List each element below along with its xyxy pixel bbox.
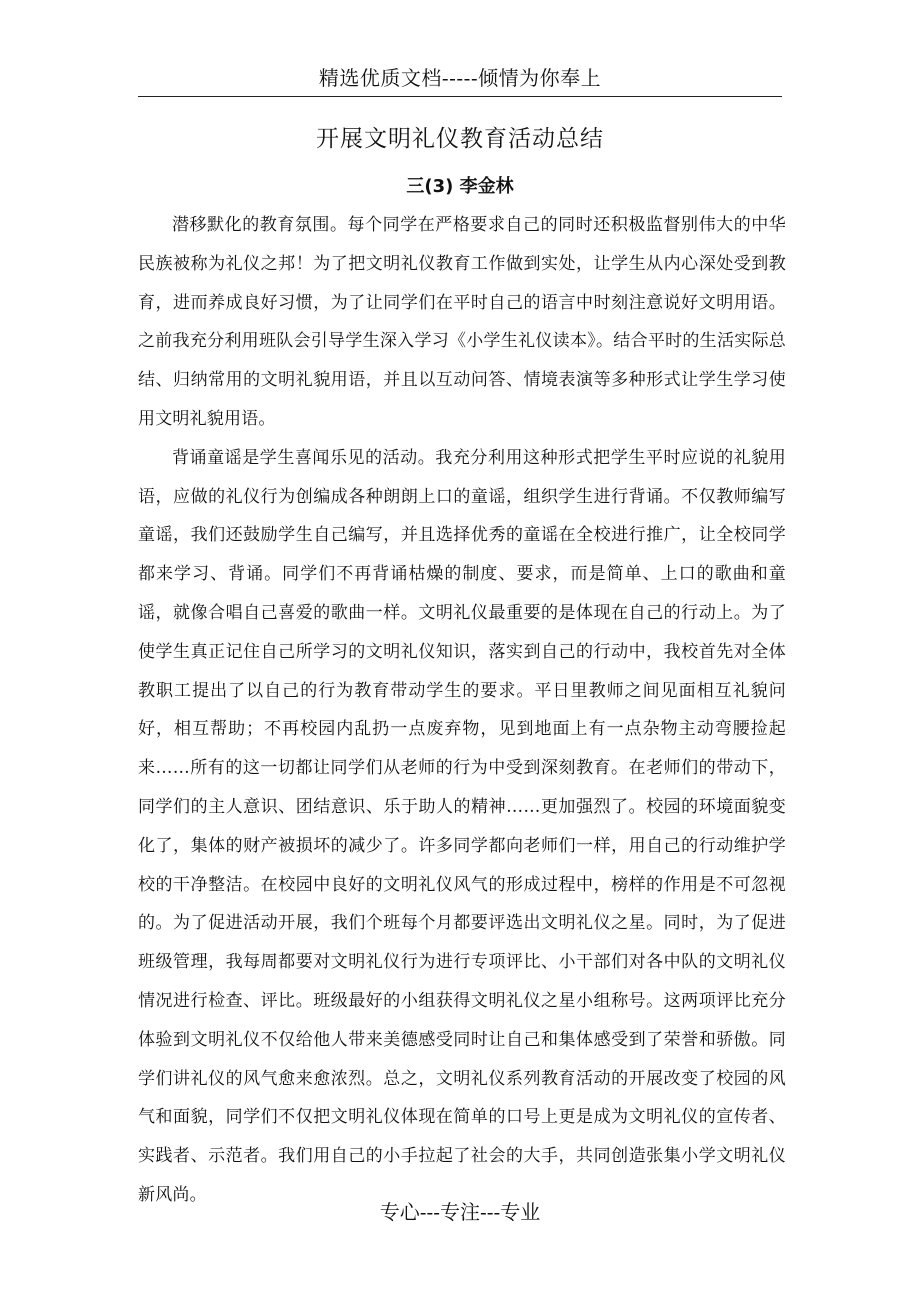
document-title: 开展文明礼仪教育活动总结	[316, 126, 604, 152]
document-subtitle: 三(3) 李金林	[406, 176, 514, 197]
header-divider	[138, 96, 782, 97]
body-paragraph-1: 潜移默化的教育氛围。每个同学在严格要求自己的同时还积极监督别伟大的中华民族被称为礼仪之邦！为了把文明礼仪教育工作做到实处，让学生从内心深处受到教育，进而养成良好习惯，为了让同学们在平时自己的语言中时刻注意说好文明用语。之前我充分利用班队会引导学生深入学习《小学生礼仪读本》。结合平时的生活实际总结、归纳常用的文明礼貌用语，并且以互动问答、情境表演等多种形式让学生学习使用文明礼貌用语。	[138, 215, 786, 429]
page-footer: 专心---专注---专业	[379, 1200, 541, 1224]
body-paragraph-2: 背诵童谣是学生喜闻乐见的活动。我充分利用这种形式把学生平时应说的礼貌用语，应做的礼仪行为创编成各种朗朗上口的童谣，组织学生进行背诵。不仅教师编写童谣，我们还鼓励学生自己编写，并且选择优秀的童谣在全校进行推广，让全校同学都来学习、背诵。同学们不再背诵枯燥的制度、要求，而是简单、上口的歌曲和童谣，就像合唱自己喜爱的歌曲一样。文明礼仪最重要的是体现在自己的行动上。为了使学生真正记住自己所学习的文明礼仪知识，落实到自己的行动中，我校首先对全体教职工提出了以自己的行为教育带动学生的要求。平日里教师之间见面相互礼貌问好，相互帮助；不再校园内乱扔一点废弃物，见到地面上有一点杂物主动弯腰捡起来……所有的这一切都让同学们从老师的行为中受到深刻教育。在老师们的带动下，同学们的主人意识、团结意识、乐于助人的精神……更加强烈了。校园的环境面貌变化了，集体的财产被损坏的减少了。许多同学都向老师们一样，用自己的行动维护学校的干净整洁。在校园中良好的文明礼仪风气的形成过程中，榜样的作用是不可忽视的。为了促进活动开展，我们个班每个月都要评选出文明礼仪之星。同时，为了促进班级管理，我每周都要对文明礼仪行为进行专项评比、小干部们对各中队的文明礼仪情况进行检查、评比。班级最好的小组获得文明礼仪之星小组称号。这两项评比充分体验到文明礼仪不仅给他人带来美德感受同时让自己和集体感受到了荣誉和骄傲。同学们讲礼仪的风气愈来愈浓烈。总之，文明礼仪系列教育活动的开展改变了校园的风气和面貌，同学们不仅把文明礼仪体现在简单的口号上更是成为文明礼仪的宣传者、实践者、示范者。我们用自己的小手拉起了社会的大手，共同创造张集小学文明礼仪新风尚。	[138, 447, 786, 1205]
document-body	[138, 206, 786, 1215]
page-header: 精选优质文档-----倾情为你奉上	[318, 66, 602, 90]
